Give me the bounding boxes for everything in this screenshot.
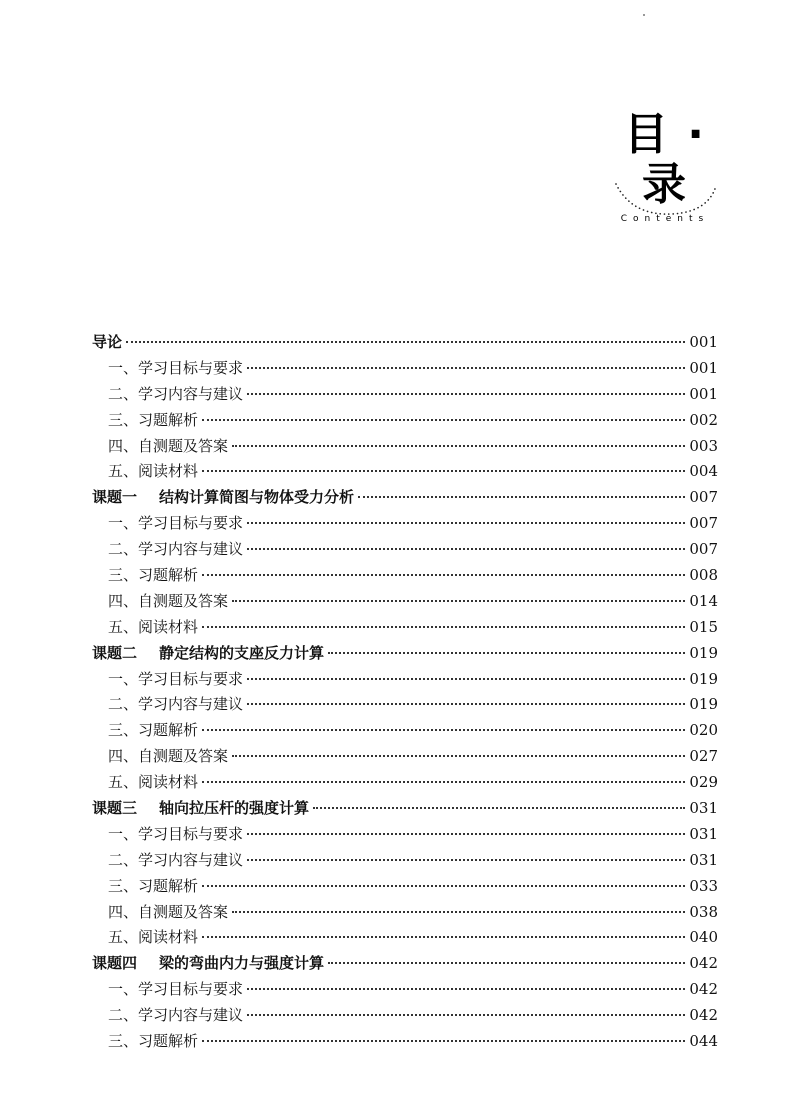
toc-chapter-row[interactable] (92, 796, 718, 822)
section-title: 一、学习目标与要求 (108, 669, 244, 688)
page-number: 031 (689, 850, 718, 869)
toc-entry-label (108, 718, 198, 744)
section-title: 一、学习目标与要求 (108, 980, 244, 999)
chapter-title: 轴向拉压杆的强度计算 (159, 799, 310, 818)
section-title: 二、学习内容与建议 (108, 1006, 244, 1025)
chapter-number: 导论 (92, 333, 123, 351)
chapter-title: 结构计算简图与物体受力分析 (159, 488, 355, 507)
page-number: 004 (689, 462, 718, 481)
toc-entry-label (92, 951, 324, 977)
page-number: 001 (689, 384, 718, 403)
toc-entry-label (108, 848, 243, 874)
toc-entry-label (108, 589, 228, 615)
toc-section-row[interactable] (92, 744, 718, 770)
section-title: 三、习题解析 (108, 876, 199, 895)
toc-section-row[interactable] (92, 900, 718, 926)
page-number: 019 (689, 695, 718, 714)
page-number: 001 (689, 358, 718, 377)
dot-leader (328, 962, 685, 964)
toc-section-row[interactable] (92, 977, 718, 1003)
page-number: 007 (689, 488, 718, 507)
page-title: 目 · 录 (623, 109, 707, 210)
chapter-number: 课题一 (92, 488, 138, 507)
dot-leader (247, 988, 685, 990)
section-title: 四、自测题及答案 (108, 747, 229, 766)
toc-entry-label (108, 667, 243, 693)
page-number: 003 (689, 436, 718, 455)
toc-section-row[interactable] (92, 408, 718, 434)
toc-chapter-row[interactable] (92, 951, 718, 977)
chapter-number: 课题三 (92, 799, 138, 818)
dot-leader (232, 600, 685, 602)
section-title: 四、自测题及答案 (108, 436, 229, 455)
section-title: 三、习题解析 (108, 410, 199, 429)
page-number: 040 (689, 928, 718, 947)
section-title: 五、阅读材料 (108, 928, 199, 947)
toc-entry-label (108, 408, 198, 434)
toc-chapter-row[interactable] (92, 330, 718, 356)
dot-leader (247, 1014, 685, 1016)
dot-leader (202, 1040, 685, 1042)
toc-section-row[interactable] (92, 667, 718, 693)
toc-section-row[interactable] (92, 589, 718, 615)
dot-leader (247, 522, 685, 524)
toc-entry-label (108, 382, 243, 408)
toc-entry-label (92, 641, 324, 667)
toc-entry-label (108, 1029, 198, 1055)
page-number: 007 (689, 540, 718, 559)
toc-entry-label (108, 900, 228, 926)
toc-entry-label (108, 822, 243, 848)
dot-leader (247, 678, 685, 680)
toc-entry-label (108, 1003, 243, 1029)
page-number: 019 (689, 643, 718, 662)
toc-section-row[interactable] (92, 822, 718, 848)
dot-leader (202, 729, 685, 731)
toc-section-row[interactable] (92, 563, 718, 589)
section-title: 四、自测题及答案 (108, 591, 229, 610)
page-number: 038 (689, 902, 718, 921)
page-number: 044 (689, 1032, 718, 1051)
toc-section-row[interactable] (92, 718, 718, 744)
toc-entry-label (108, 692, 243, 718)
toc-section-row[interactable] (92, 1029, 718, 1055)
page-number: 031 (689, 824, 718, 843)
chapter-title: 静定结构的支座反力计算 (159, 643, 325, 662)
toc-section-row[interactable] (92, 459, 718, 485)
dot-leader (126, 341, 685, 343)
dot-leader (202, 470, 685, 472)
toc-entry-label (108, 459, 198, 485)
dot-leader (328, 652, 685, 654)
toc-entry-label (108, 434, 228, 460)
page-subtitle: Contents (620, 214, 710, 224)
dot-leader (202, 574, 685, 576)
toc-section-row[interactable] (92, 1003, 718, 1029)
toc-section-row[interactable] (92, 925, 718, 951)
dot-leader (358, 496, 685, 498)
toc-section-row[interactable] (92, 434, 718, 460)
section-title: 五、阅读材料 (108, 773, 199, 792)
page-number: 042 (689, 954, 718, 973)
section-title: 一、学习目标与要求 (108, 824, 244, 843)
page-number: 001 (689, 333, 718, 351)
dot-leader (247, 859, 685, 861)
toc-section-row[interactable] (92, 848, 718, 874)
dot-leader (202, 936, 685, 938)
page-number: 033 (689, 876, 718, 895)
dot-leader (247, 367, 685, 369)
section-title: 一、学习目标与要求 (108, 514, 244, 533)
toc-section-row[interactable] (92, 874, 718, 900)
toc-section-row[interactable] (92, 382, 718, 408)
toc-section-row[interactable] (92, 511, 718, 537)
toc-entry-label (108, 744, 228, 770)
toc-entry-label (108, 770, 198, 796)
section-title: 三、习题解析 (108, 566, 199, 585)
page-number: 042 (689, 980, 718, 999)
chapter-title: 梁的弯曲内力与强度计算 (159, 954, 325, 973)
chapter-number: 课题四 (92, 954, 138, 973)
dot-leader (232, 755, 685, 757)
page-number: 007 (689, 514, 718, 533)
toc-chapter-row[interactable] (92, 485, 718, 511)
dot-leader (202, 626, 685, 628)
dot-leader (202, 781, 685, 783)
dot-leader (202, 419, 685, 421)
toc-chapter-row[interactable] (92, 641, 718, 667)
section-title: 二、学习内容与建议 (108, 384, 244, 403)
page-number: 029 (689, 773, 718, 792)
section-title: 二、学习内容与建议 (108, 540, 244, 559)
section-title: 四、自测题及答案 (108, 902, 229, 921)
page-number: 031 (689, 799, 718, 818)
page-number: 019 (689, 669, 718, 688)
dot-leader (313, 807, 685, 809)
toc-section-row[interactable] (92, 537, 718, 563)
toc-entry-label (108, 563, 198, 589)
chapter-number: 课题二 (92, 643, 138, 662)
dotted-arc-ornament (612, 182, 722, 218)
toc-section-row[interactable] (92, 692, 718, 718)
toc-entry-label (92, 485, 354, 511)
page-number: 015 (689, 617, 718, 636)
table-of-contents (92, 330, 718, 1055)
toc-entry-label (108, 511, 243, 537)
page-number: 027 (689, 747, 718, 766)
toc-entry-label (108, 874, 198, 900)
section-title: 五、阅读材料 (108, 617, 199, 636)
page-number: 042 (689, 1006, 718, 1025)
page-number: 002 (689, 410, 718, 429)
scan-speck (643, 14, 645, 16)
dot-leader (247, 393, 685, 395)
dot-leader (202, 885, 685, 887)
toc-section-row[interactable] (92, 356, 718, 382)
toc-entry-label (108, 977, 243, 1003)
page-number: 008 (689, 566, 718, 585)
dot-leader (232, 911, 685, 913)
section-title: 一、学习目标与要求 (108, 358, 244, 377)
dot-leader (247, 548, 685, 550)
section-title: 五、阅读材料 (108, 462, 199, 481)
section-title: 三、习题解析 (108, 721, 199, 740)
toc-entry-label (92, 330, 122, 356)
toc-entry-label (92, 796, 309, 822)
toc-section-row[interactable] (92, 615, 718, 641)
dot-leader (232, 445, 685, 447)
toc-entry-label (108, 925, 198, 951)
section-title: 三、习题解析 (108, 1032, 199, 1051)
toc-entry-label (108, 537, 243, 563)
dot-leader (247, 703, 685, 705)
toc-entry-label (108, 615, 198, 641)
page-number: 020 (689, 721, 718, 740)
toc-section-row[interactable] (92, 770, 718, 796)
toc-entry-label (108, 356, 243, 382)
page-number: 014 (689, 591, 718, 610)
section-title: 二、学习内容与建议 (108, 695, 244, 714)
section-title: 二、学习内容与建议 (108, 850, 244, 869)
dot-leader (247, 833, 685, 835)
